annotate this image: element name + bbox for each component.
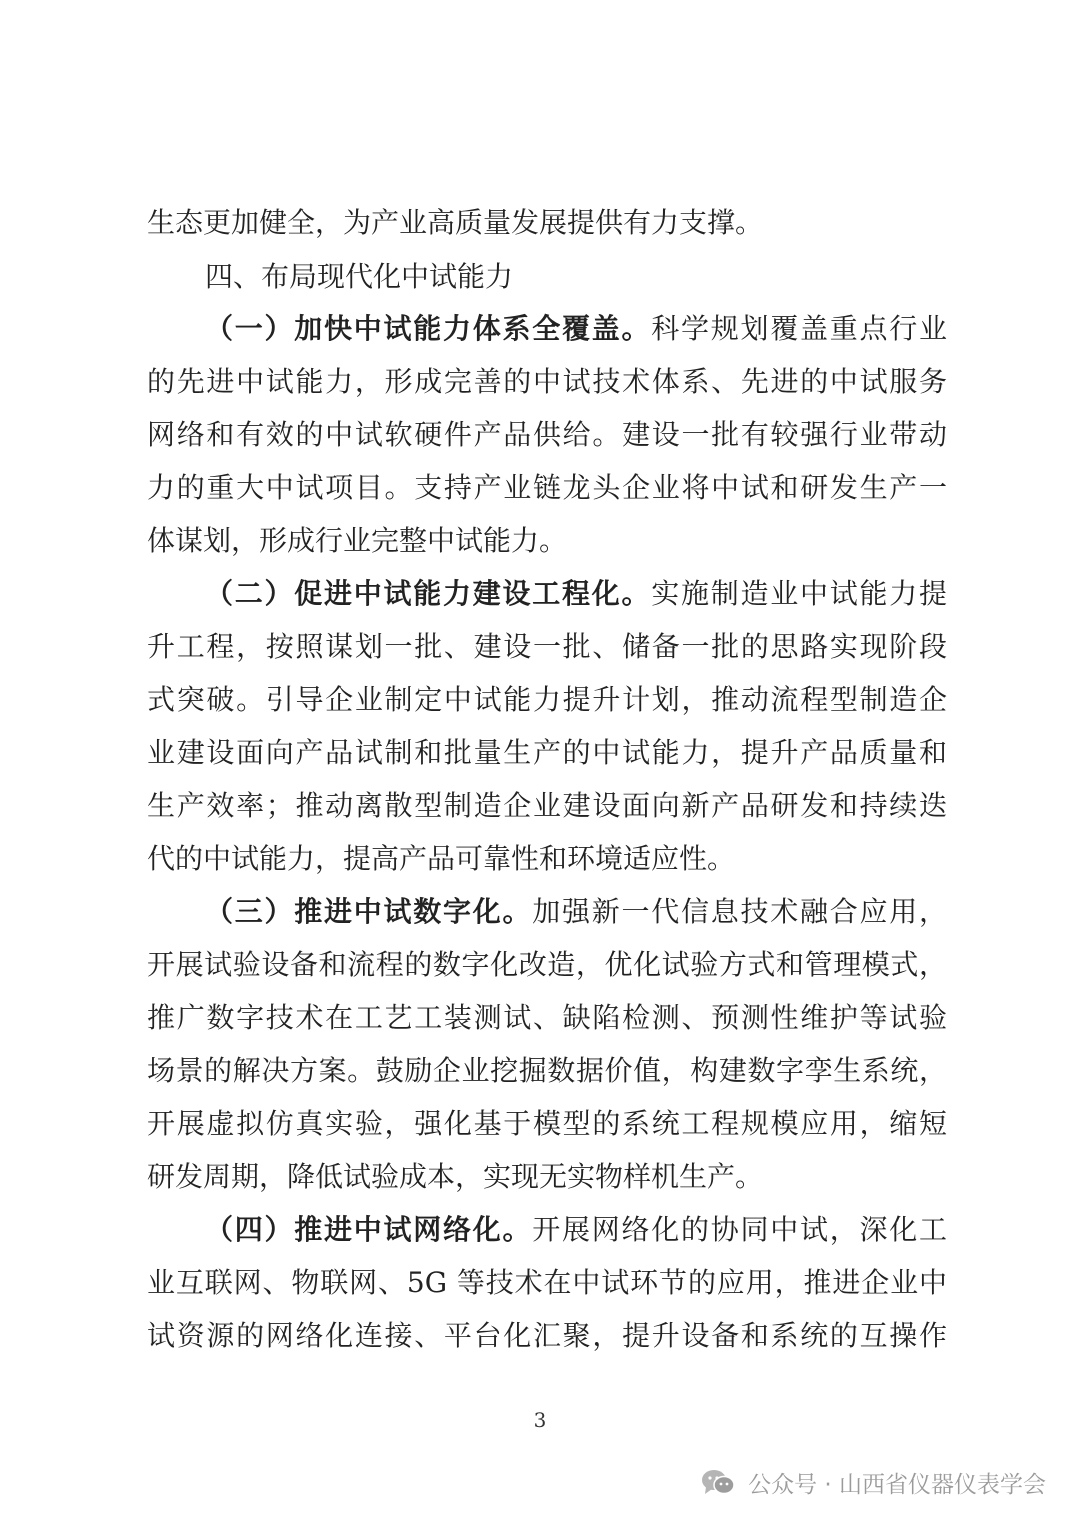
subsection-heading: （二）促进中试能力建设工程化。 bbox=[205, 577, 652, 610]
paragraph-line: 开展试验设备和流程的数字化改造，优化试验方式和管理模式， bbox=[147, 948, 947, 981]
paragraph-line: 场景的解决方案。鼓励企业挖掘数据价值，构建数字孪生系统， bbox=[147, 1054, 947, 1087]
subsection-heading: （三）推进中试数字化。 bbox=[205, 895, 533, 928]
paragraph-line bbox=[205, 567, 947, 621]
section-heading: 四、布局现代化中试能力 bbox=[205, 260, 514, 293]
paragraph-line: 体谋划，形成行业完整中试能力。 bbox=[147, 524, 568, 557]
paragraph-line: 生产效率；推动离散型制造企业建设面向新产品研发和持续迭 bbox=[147, 789, 947, 822]
paragraph-line: 业互联网、物联网、5G 等技术在中试环节的应用，推进企业中 bbox=[147, 1266, 947, 1299]
wechat-icon bbox=[700, 1468, 736, 1496]
paragraph-line: 研发周期，降低试验成本，实现无实物样机生产。 bbox=[147, 1160, 764, 1193]
paragraph-line: 网络和有效的中试软硬件产品供给。建设一批有较强行业带动 bbox=[147, 418, 947, 451]
paragraph-line: 升工程，按照谋划一批、建设一批、储备一批的思路实现阶段 bbox=[147, 630, 947, 663]
paragraph-line: 推广数字技术在工艺工装测试、缺陷检测、预测性维护等试验 bbox=[147, 1001, 947, 1034]
paragraph-line bbox=[205, 885, 947, 939]
paragraph-line bbox=[205, 302, 947, 356]
paragraph-line: 力的重大中试项目。支持产业链龙头企业将中试和研发生产一 bbox=[147, 471, 947, 504]
subsection-heading: （四）推进中试网络化。 bbox=[205, 1213, 533, 1246]
page-number: 3 bbox=[533, 1408, 547, 1432]
paragraph-line: 代的中试能力，提高产品可靠性和环境适应性。 bbox=[147, 842, 736, 875]
paragraph-text: 加强新一代信息技术融合应用， bbox=[532, 895, 947, 928]
paragraph-line: 式突破。引导企业制定中试能力提升计划，推动流程型制造企 bbox=[147, 683, 947, 716]
paragraph-line: 的先进中试能力，形成完善的中试技术体系、先进的中试服务 bbox=[147, 365, 947, 398]
paragraph-line: 试资源的网络化连接、平台化汇聚，提升设备和系统的互操作 bbox=[147, 1319, 947, 1352]
paragraph-text: 开展网络化的协同中试，深化工 bbox=[532, 1213, 947, 1246]
paragraph-line: 生态更加健全，为产业高质量发展提供有力支撑。 bbox=[147, 206, 764, 239]
watermark bbox=[700, 1462, 1046, 1502]
paragraph-line bbox=[205, 1203, 947, 1257]
watermark-text: 公众号 · 山西省仪器仪表学会 bbox=[748, 1471, 1046, 1498]
paragraph-text: 实施制造业中试能力提 bbox=[651, 577, 947, 610]
paragraph-line: 业建设面向产品试制和批量生产的中试能力，提升产品质量和 bbox=[147, 736, 947, 769]
paragraph-line: 开展虚拟仿真实验，强化基于模型的系统工程规模应用，缩短 bbox=[147, 1107, 947, 1140]
paragraph-text: 科学规划覆盖重点行业 bbox=[651, 312, 947, 345]
subsection-heading: （一）加快中试能力体系全覆盖。 bbox=[205, 312, 652, 345]
